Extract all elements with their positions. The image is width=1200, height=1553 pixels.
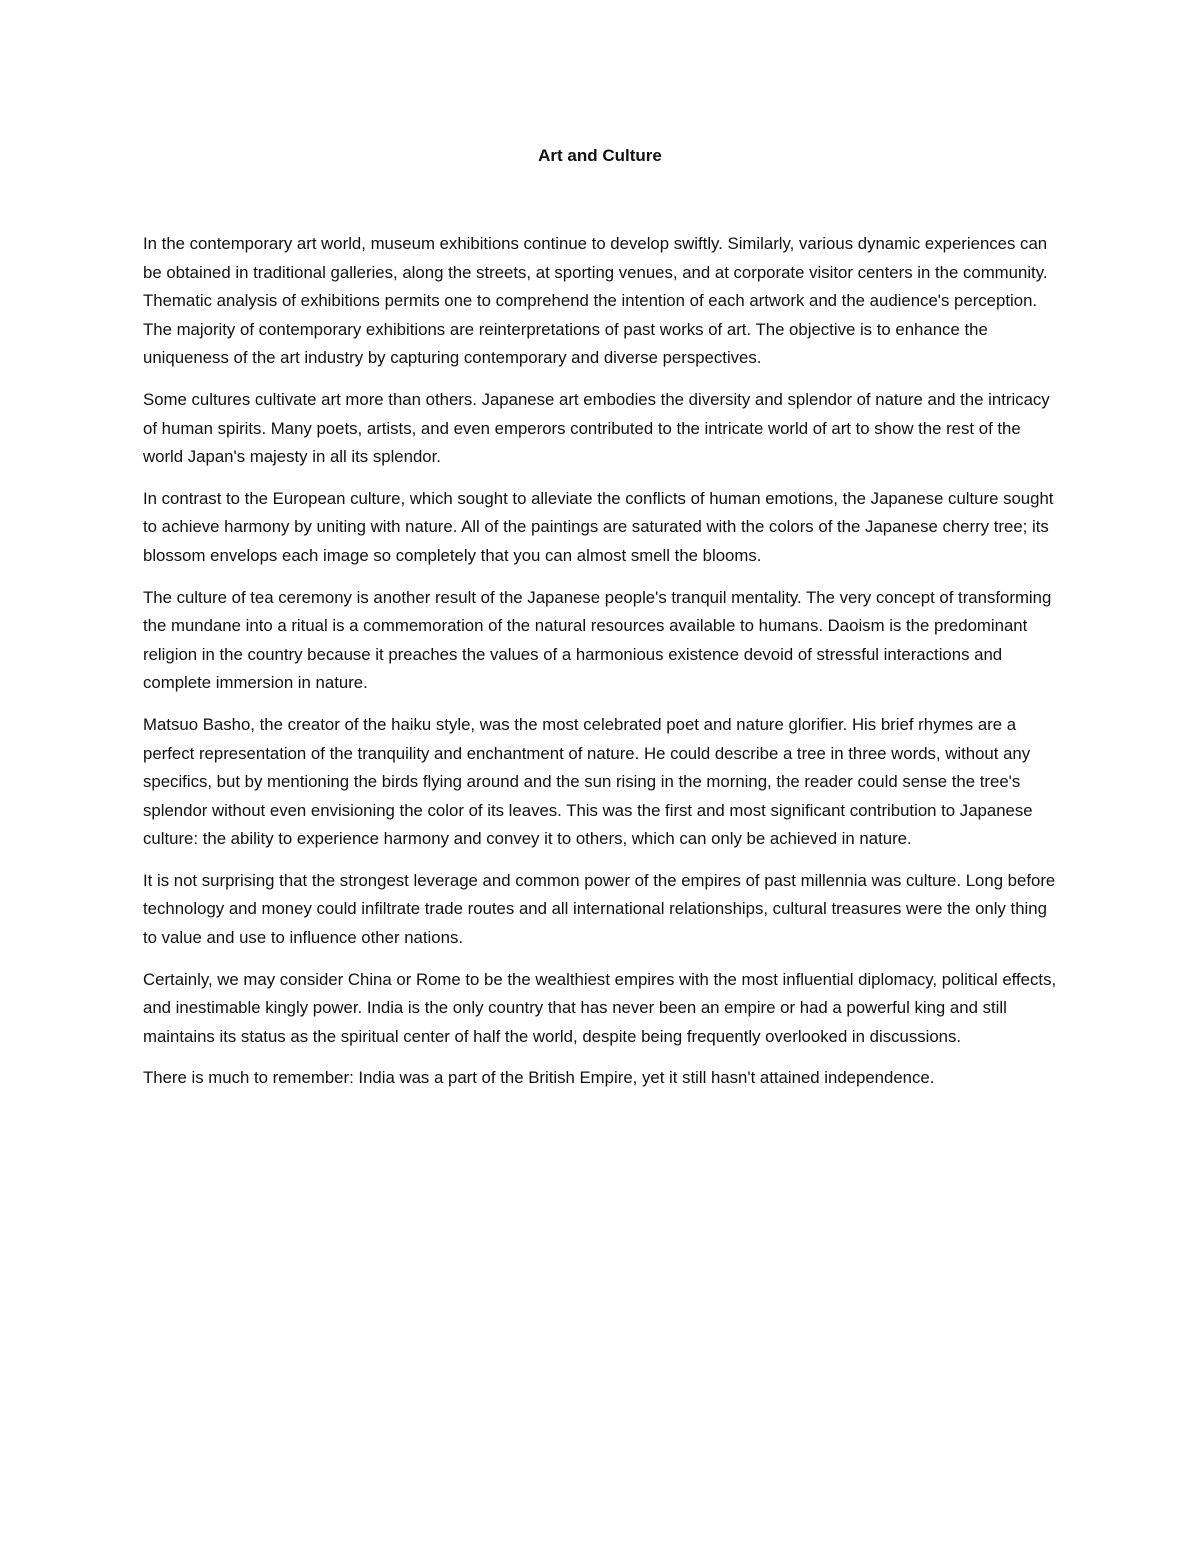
paragraph-4: The culture of tea ceremony is another result of the Japanese people's tranquil mentality. The very concept of transforming the mundane into a ritual is a commemoration of the natural resources available to humans. Daoism is the predominant religion in the country because it preaches the values of a harmonious existence devoid of stressful interactions and complete immersion in nature. (143, 587, 1052, 693)
paragraph-8: There is much to remember: India was a part of the British Empire, yet it still hasn't attained independence. (143, 1068, 935, 1088)
paragraph-7: Certainly, we may consider China or Rome to be the wealthiest empires with the most influential diplomacy, political effects, and inestimable kingly power. India is the only country that has never been an empire or had a powerful king and still maintains its status as the spiritual center of half the world, despite being frequently overlooked in discussions. (143, 969, 1057, 1046)
document-title: Art and Culture (538, 146, 662, 165)
paragraph-3: In contrast to the European culture, which sought to alleviate the conflicts of human emotions, the Japanese culture sought to achieve harmony by uniting with nature. All of the paintings are saturated with the colors of the Japanese cherry tree; its blossom envelops each image so completely that you can almost smell the blooms. (143, 488, 1054, 565)
paragraph-5: Matsuo Basho, the creator of the haiku style, was the most celebrated poet and nature glorifier. His brief rhymes are a perfect representation of the tranquility and enchantment of nature. He could describe a tree in three words, without any specifics, but by mentioning the birds flying around and the sun rising in the morning, the reader could sense the tree's splendor without even envisioning the color of its leaves. This was the first and most significant contribution to Japanese culture: the ability to experience harmony and convey it to others, which can only be achieved in nature. (143, 714, 1033, 849)
paragraph-6: It is not surprising that the strongest leverage and common power of the empires of past millennia was culture. Long before technology and money could infiltrate trade routes and all international relationships, cultural treasures were the only thing to value and use to influence other nations. (143, 870, 1056, 948)
paragraph-1: In the contemporary art world, museum exhibitions continue to develop swiftly. Similarly, various dynamic experiences can be obtained in traditional galleries, along the streets, at sporting venues, and at corporate visitor centers in the community. Thematic analysis of exhibitions permits one to comprehend the intention of each artwork and the audience's perception. The majority of contemporary exhibitions are reinterpretations of past works of art. The objective is to enhance the uniqueness of the art industry by capturing contemporary and diverse perspectives. (143, 234, 1048, 368)
paragraph-2: Some cultures cultivate art more than others. Japanese art embodies the diversity and splendor of nature and the intricacy of human spirits. Many poets, artists, and even emperors contributed to the intricate world of art to show the rest of the world Japan's majesty in all its splendor. (143, 389, 1050, 467)
document-body (143, 230, 1063, 1106)
